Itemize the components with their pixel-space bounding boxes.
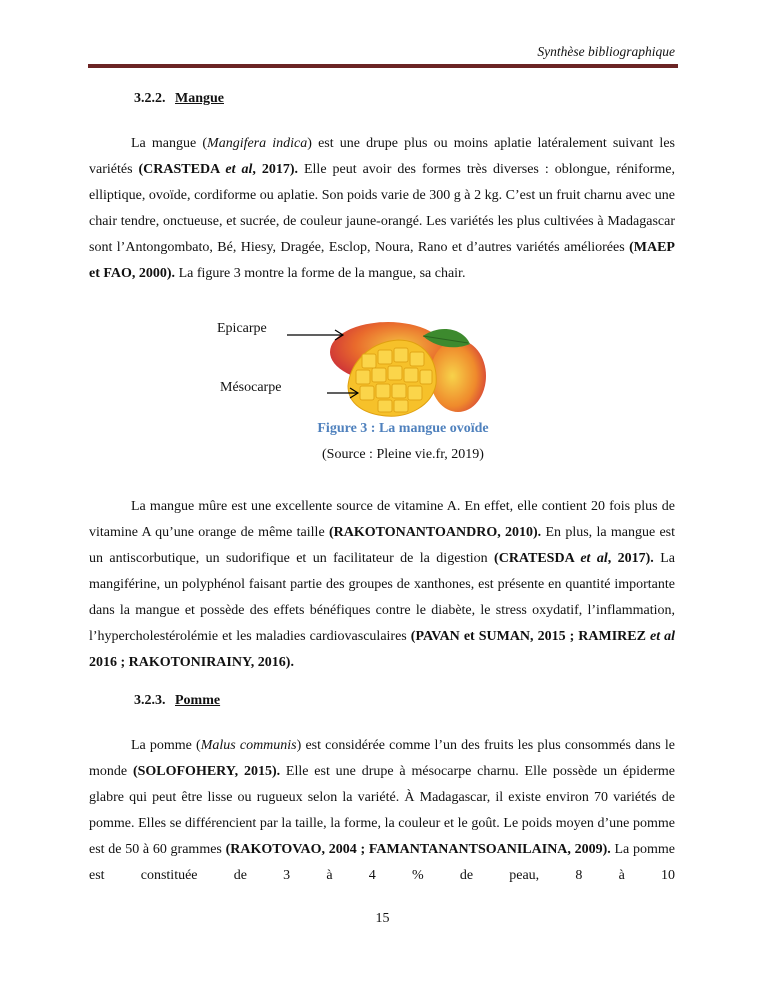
section-number: 3.2.3. [134, 693, 166, 708]
paragraph-mangue-description: La mangue (Mangifera indica) est une drupe plus ou moins aplatie latéralement suivant les variétés (CRASTEDA et al, 2017). Elle peut avoir des formes très diverses : oblongue, réniforme, elliptique, ovoïde, cordiforme ou aplatie. Son poids varie de 300 g à 2 kg. C’est un fruit charnu avec une chair tendre, onctueuse, et sucrée, de couleur jaune-orangé. Les variétés les plus cultivées à Madagascar sont l’Antongombato, Bé, Hiesy, Dragée, Esclop, Noura, Rano et d’autres variétés améliorées (MAEP et FAO, 2000). La figure 3 montre la forme de la mangue, sa chair. [89, 136, 675, 281]
paragraph-mangue-nutrition: La mangue mûre est une excellente source de vitamine A. En effet, elle contient 20 fois plus de vitamine A qu’une orange de même taille (RAKOTONANTOANDRO, 2010). En plus, la mangue est un antiscorbutique, un sudorifique et un facilitateur de la digestion (CRATESDA et al, 2017). La mangiférine, un polyphénol faisant partie des groupes de xanthones, est présente en quantité importante dans la mangue et possède des effets bénéfiques contre le diabète, le stress oxydatif, l’inflammation, l’hypercholestérolémie et les maladies cardiovasculaires (PAVAN et SUMAN, 2015 ; RAMIREZ et al 2016 ; RAKOTONIRAINY, 2016). [89, 499, 676, 670]
section-title: Mangue [175, 91, 224, 106]
section-number: 3.2.2. [134, 91, 166, 106]
page-header: Synthèse bibliographique [537, 44, 675, 59]
figure-label-epicarpe: Epicarpe [217, 321, 267, 336]
figure-label-mesocarpe: Mésocarpe [220, 380, 282, 395]
section-heading-pomme [134, 693, 220, 709]
figure-arrows [285, 320, 375, 400]
page-number: 15 [375, 911, 390, 926]
section-title: Pomme [175, 693, 221, 708]
figure-caption: Figure 3 : La mangue ovoïde [317, 421, 489, 436]
figure-source: (Source : Pleine vie.fr, 2019) [322, 447, 484, 462]
whole-mango-right [430, 340, 486, 412]
paragraph-pomme-description: La pomme (Malus communis) est considérée comme l’un des fruits les plus consommés dans le monde (SOLOFOHERY, 2015). Elle est une drupe à mésocarpe charnu. Elle possède un épiderme glabre qui peut être lisse ou rugueux selon la variété. À Madagascar, il existe environ 70 variétés de pomme. Elles se différencient par la taille, la forme, la couleur et le goût. Le poids moyen d’une pomme est de 50 à 60 grammes (RAKOTOVAO, 2004 ; FAMANTANANTSOANILAINA, 2009). La pomme est constituée de 3 à 4 % de peau, 8 à 10 [89, 738, 676, 883]
header-rule [88, 64, 678, 68]
section-heading-mangue [134, 91, 224, 107]
